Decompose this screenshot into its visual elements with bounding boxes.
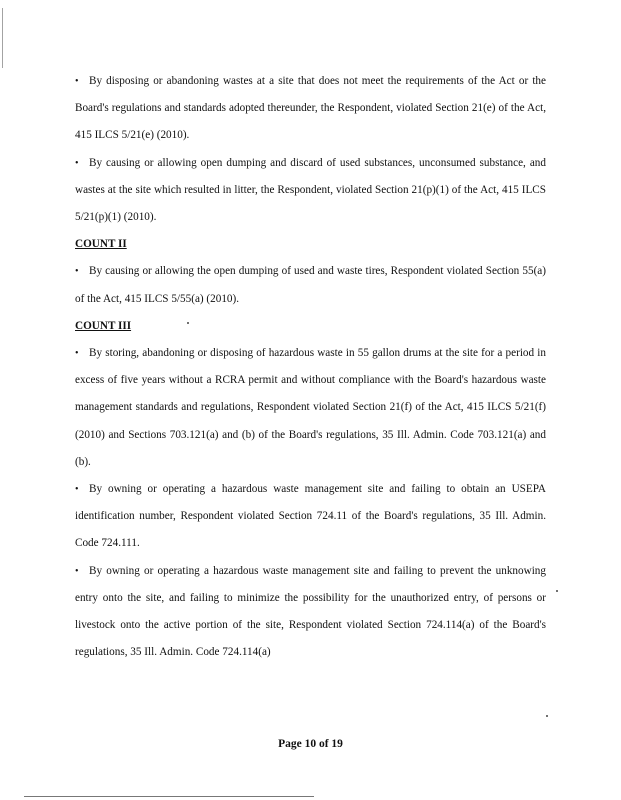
scan-edge-line	[24, 796, 314, 797]
paragraph-text: By disposing or abandoning wastes at a site that does not meet the requirements of the Act or the Board's regulations and standards adopted thereunder, the Respondent, violated Section 21(e) of the Act, 415 ILCS 5/21(e) (2010).	[75, 75, 546, 142]
paragraph-section21e	[75, 68, 546, 150]
bullet-icon: •	[75, 157, 79, 169]
bullet-icon: •	[75, 266, 79, 278]
paragraph-section21f	[75, 340, 546, 476]
document-body	[75, 68, 546, 666]
bullet-icon: •	[75, 76, 79, 87]
scan-speck	[556, 590, 558, 592]
paragraph-section724-114	[75, 558, 546, 667]
page-number: Page 10 of 19	[278, 738, 343, 750]
bullet-icon: •	[75, 565, 79, 577]
scan-speck	[187, 322, 189, 324]
count-iii-heading: COUNT III	[75, 319, 132, 332]
scan-margin-mark	[2, 8, 5, 68]
bullet-icon: •	[75, 348, 79, 360]
paragraph-section21p	[75, 150, 546, 232]
scan-speck	[546, 715, 548, 717]
paragraph-text: By owning or operating a hazardous waste management site and failing to obtain an USEPA identification number, Respondent violated Section 724.11 of the Board's regulations, 35 Ill. Admin. Code 724.111.	[75, 483, 546, 550]
paragraph-text: By owning or operating a hazardous waste management site and failing to prevent the unknowing entry onto the site, and failing to minimize the possibility for the unauthorized entry, of persons or livestock onto the active portion of the site, Respondent violated Section 724.114(a) of the Board's regulations, 35 Ill. Admin. Code 724.114(a)	[75, 564, 546, 659]
paragraph-section55a	[75, 258, 546, 312]
paragraph-text: By causing or allowing the open dumping of used and waste tires, Respondent violated Section 55(a) of the Act, 415 ILCS 5/55(a) (2010).	[75, 265, 546, 305]
bullet-icon: •	[75, 484, 79, 496]
paragraph-text: By storing, abandoning or disposing of hazardous waste in 55 gallon drums at the site for a period in excess of five years without a RCRA permit and without compliance with the Board's hazardous waste management standards and regulations, Respondent violated Section 21(f) of the Act, 415 ILCS 5/21(f) (2010) and Sections 703.121(a) and (b) of the Board's regulations, 35 Ill. Admin. Code 703.121(a) and (b).	[75, 347, 546, 468]
paragraph-text: By causing or allowing open dumping and discard of used substances, unconsumed substance, and wastes at the site which resulted in litter, the Respondent, violated Section 21(p)(1) of the Act, 415 ILCS 5/21(p)(1) (2010).	[75, 156, 546, 224]
paragraph-section724-11	[75, 476, 546, 558]
count-ii-heading: COUNT II	[75, 238, 127, 251]
